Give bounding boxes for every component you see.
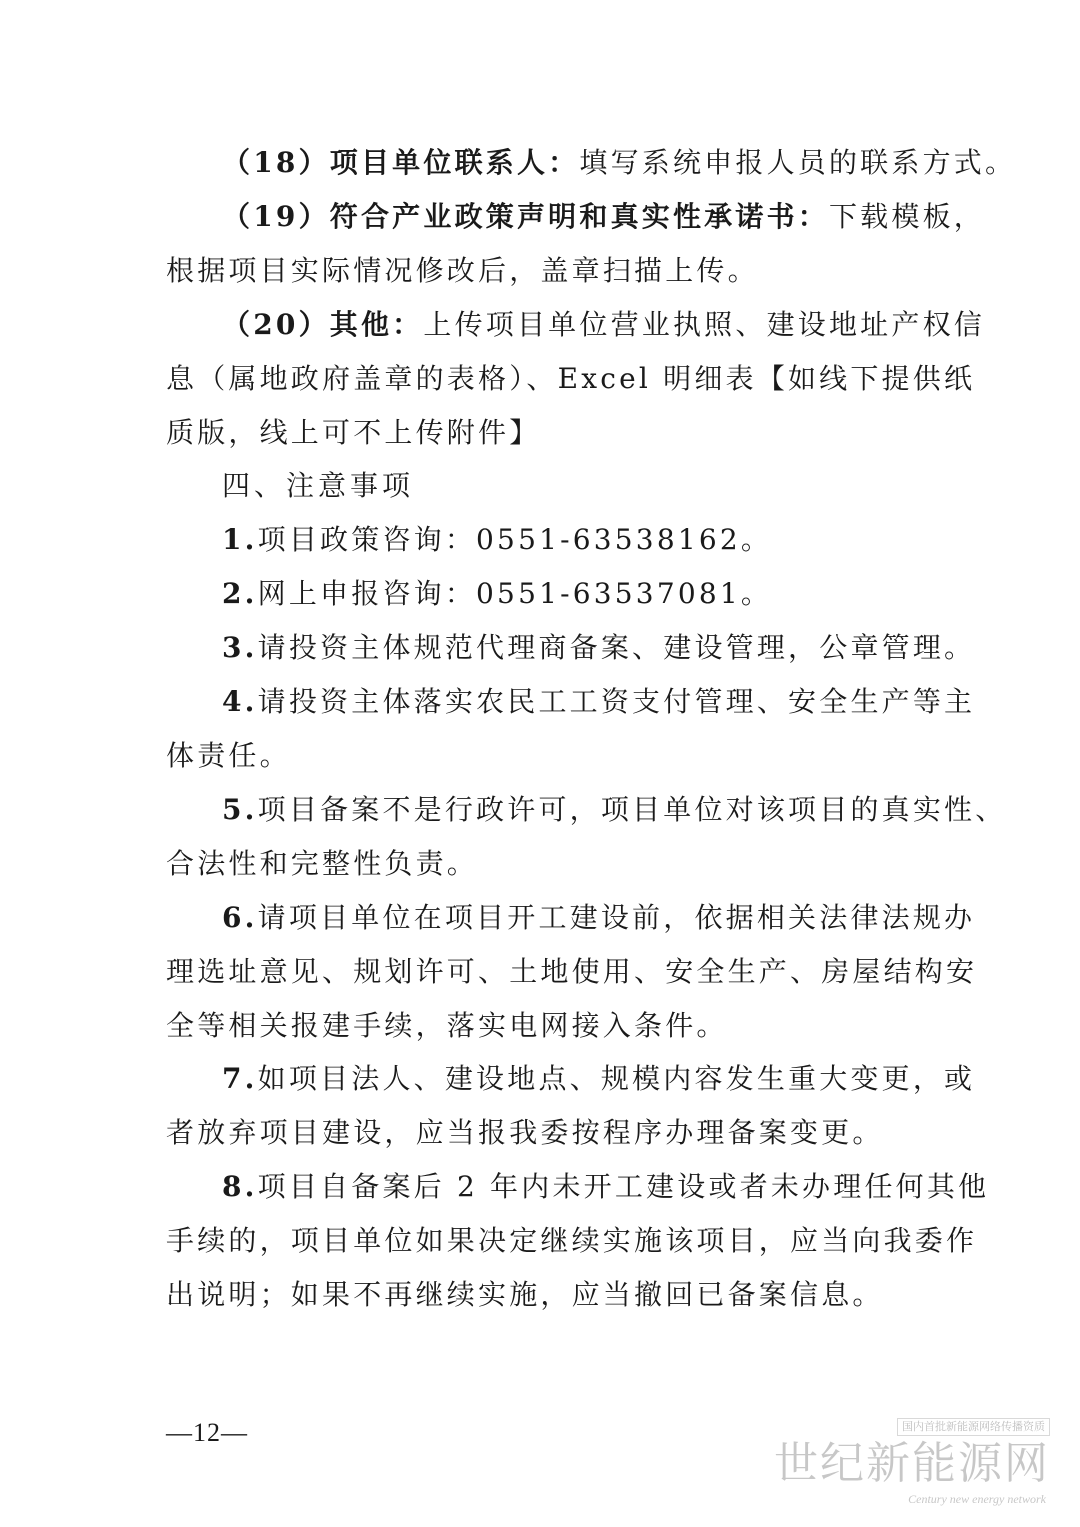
note-1-number: 1.	[222, 523, 258, 556]
note-7-line-1	[222, 1059, 976, 1099]
watermark-logo	[774, 1418, 1050, 1513]
item-18-text: 填写系统申报人员的联系方式。	[579, 146, 1017, 179]
note-4-line-2: 体责任。	[166, 739, 291, 772]
item-18-title: 项目单位联系人：	[329, 146, 580, 179]
note-8-line-1	[222, 1167, 990, 1207]
note-7-number: 7.	[222, 1062, 258, 1095]
note-7-line-2: 者放弃项目建设，应当报我委按程序办理备案变更。	[166, 1116, 884, 1149]
note-4-line-1	[222, 682, 976, 722]
item-18-line	[222, 143, 1017, 183]
item-19-line-1	[222, 197, 985, 237]
note-8-text-1: 项目自备案后 2 年内未开工建设或者未办理任何其他	[257, 1170, 990, 1203]
note-7-text-1: 如项目法人、建设地点、规模内容发生重大变更，或	[257, 1062, 976, 1095]
note-6-line-3: 全等相关报建手续，落实电网接入条件。	[166, 1009, 728, 1042]
item-18-number: （18）	[222, 146, 330, 179]
note-8-line-2: 手续的，项目单位如果决定继续实施该项目，应当向我委作	[166, 1224, 978, 1257]
note-1-text: 项目政策咨询：0551-63538162。	[257, 523, 773, 556]
note-2-number: 2.	[222, 577, 258, 610]
note-2-line	[222, 574, 926, 614]
note-6-number: 6.	[222, 901, 258, 934]
item-19-line-2: 根据项目实际情况修改后，盖章扫描上传。	[166, 254, 759, 287]
item-19-text-1: 下载模板，	[828, 200, 985, 233]
note-5-number: 5.	[222, 793, 258, 826]
note-8-line-3: 出说明；如果不再继续实施，应当撤回已备案信息。	[166, 1278, 884, 1311]
note-5-line-1	[222, 790, 1007, 830]
section-4-heading: 四、注意事项	[222, 469, 415, 502]
item-19-title: 符合产业政策声明和真实性承诺书：	[329, 200, 829, 233]
note-3-number: 3.	[222, 631, 258, 664]
note-1-line	[222, 520, 926, 560]
note-6-line-1	[222, 898, 976, 938]
item-19-number: （19）	[222, 200, 330, 233]
item-20-title: 其他：	[329, 308, 424, 341]
note-5-line-2: 合法性和完整性负责。	[166, 847, 479, 880]
item-20-text-1: 上传项目单位营业执照、建设地址产权信	[423, 308, 985, 341]
note-6-text-1: 请项目单位在项目开工建设前，依据相关法律法规办	[257, 901, 976, 934]
item-20-line-3: 质版，线上可不上传附件】	[166, 416, 541, 449]
note-3-line	[222, 628, 976, 668]
item-20-line-1	[222, 305, 985, 345]
note-8-number: 8.	[222, 1170, 258, 1203]
note-4-text-1: 请投资主体落实农民工工资支付管理、安全生产等主	[257, 685, 976, 718]
note-4-number: 4.	[222, 685, 258, 718]
watermark-sub-text: Century new energy network	[908, 1492, 1046, 1506]
page-number: —12—	[166, 1418, 248, 1447]
watermark-top-text: 国内首批新能源网络传播资质	[897, 1418, 1050, 1436]
item-20-number: （20）	[222, 308, 330, 341]
item-20-line-2: 息（属地政府盖章的表格）、Excel 明细表【如线下提供纸	[166, 362, 976, 395]
watermark-main-text: 世纪新能源网	[774, 1438, 1050, 1489]
note-6-line-2: 理选址意见、规划许可、土地使用、安全生产、房屋结构安	[166, 955, 978, 988]
note-3-text: 请投资主体规范代理商备案、建设管理，公章管理。	[257, 631, 976, 664]
note-2-text: 网上申报咨询：0551-63537081。	[257, 577, 773, 610]
note-5-text-1: 项目备案不是行政许可，项目单位对该项目的真实性、	[257, 793, 1007, 826]
